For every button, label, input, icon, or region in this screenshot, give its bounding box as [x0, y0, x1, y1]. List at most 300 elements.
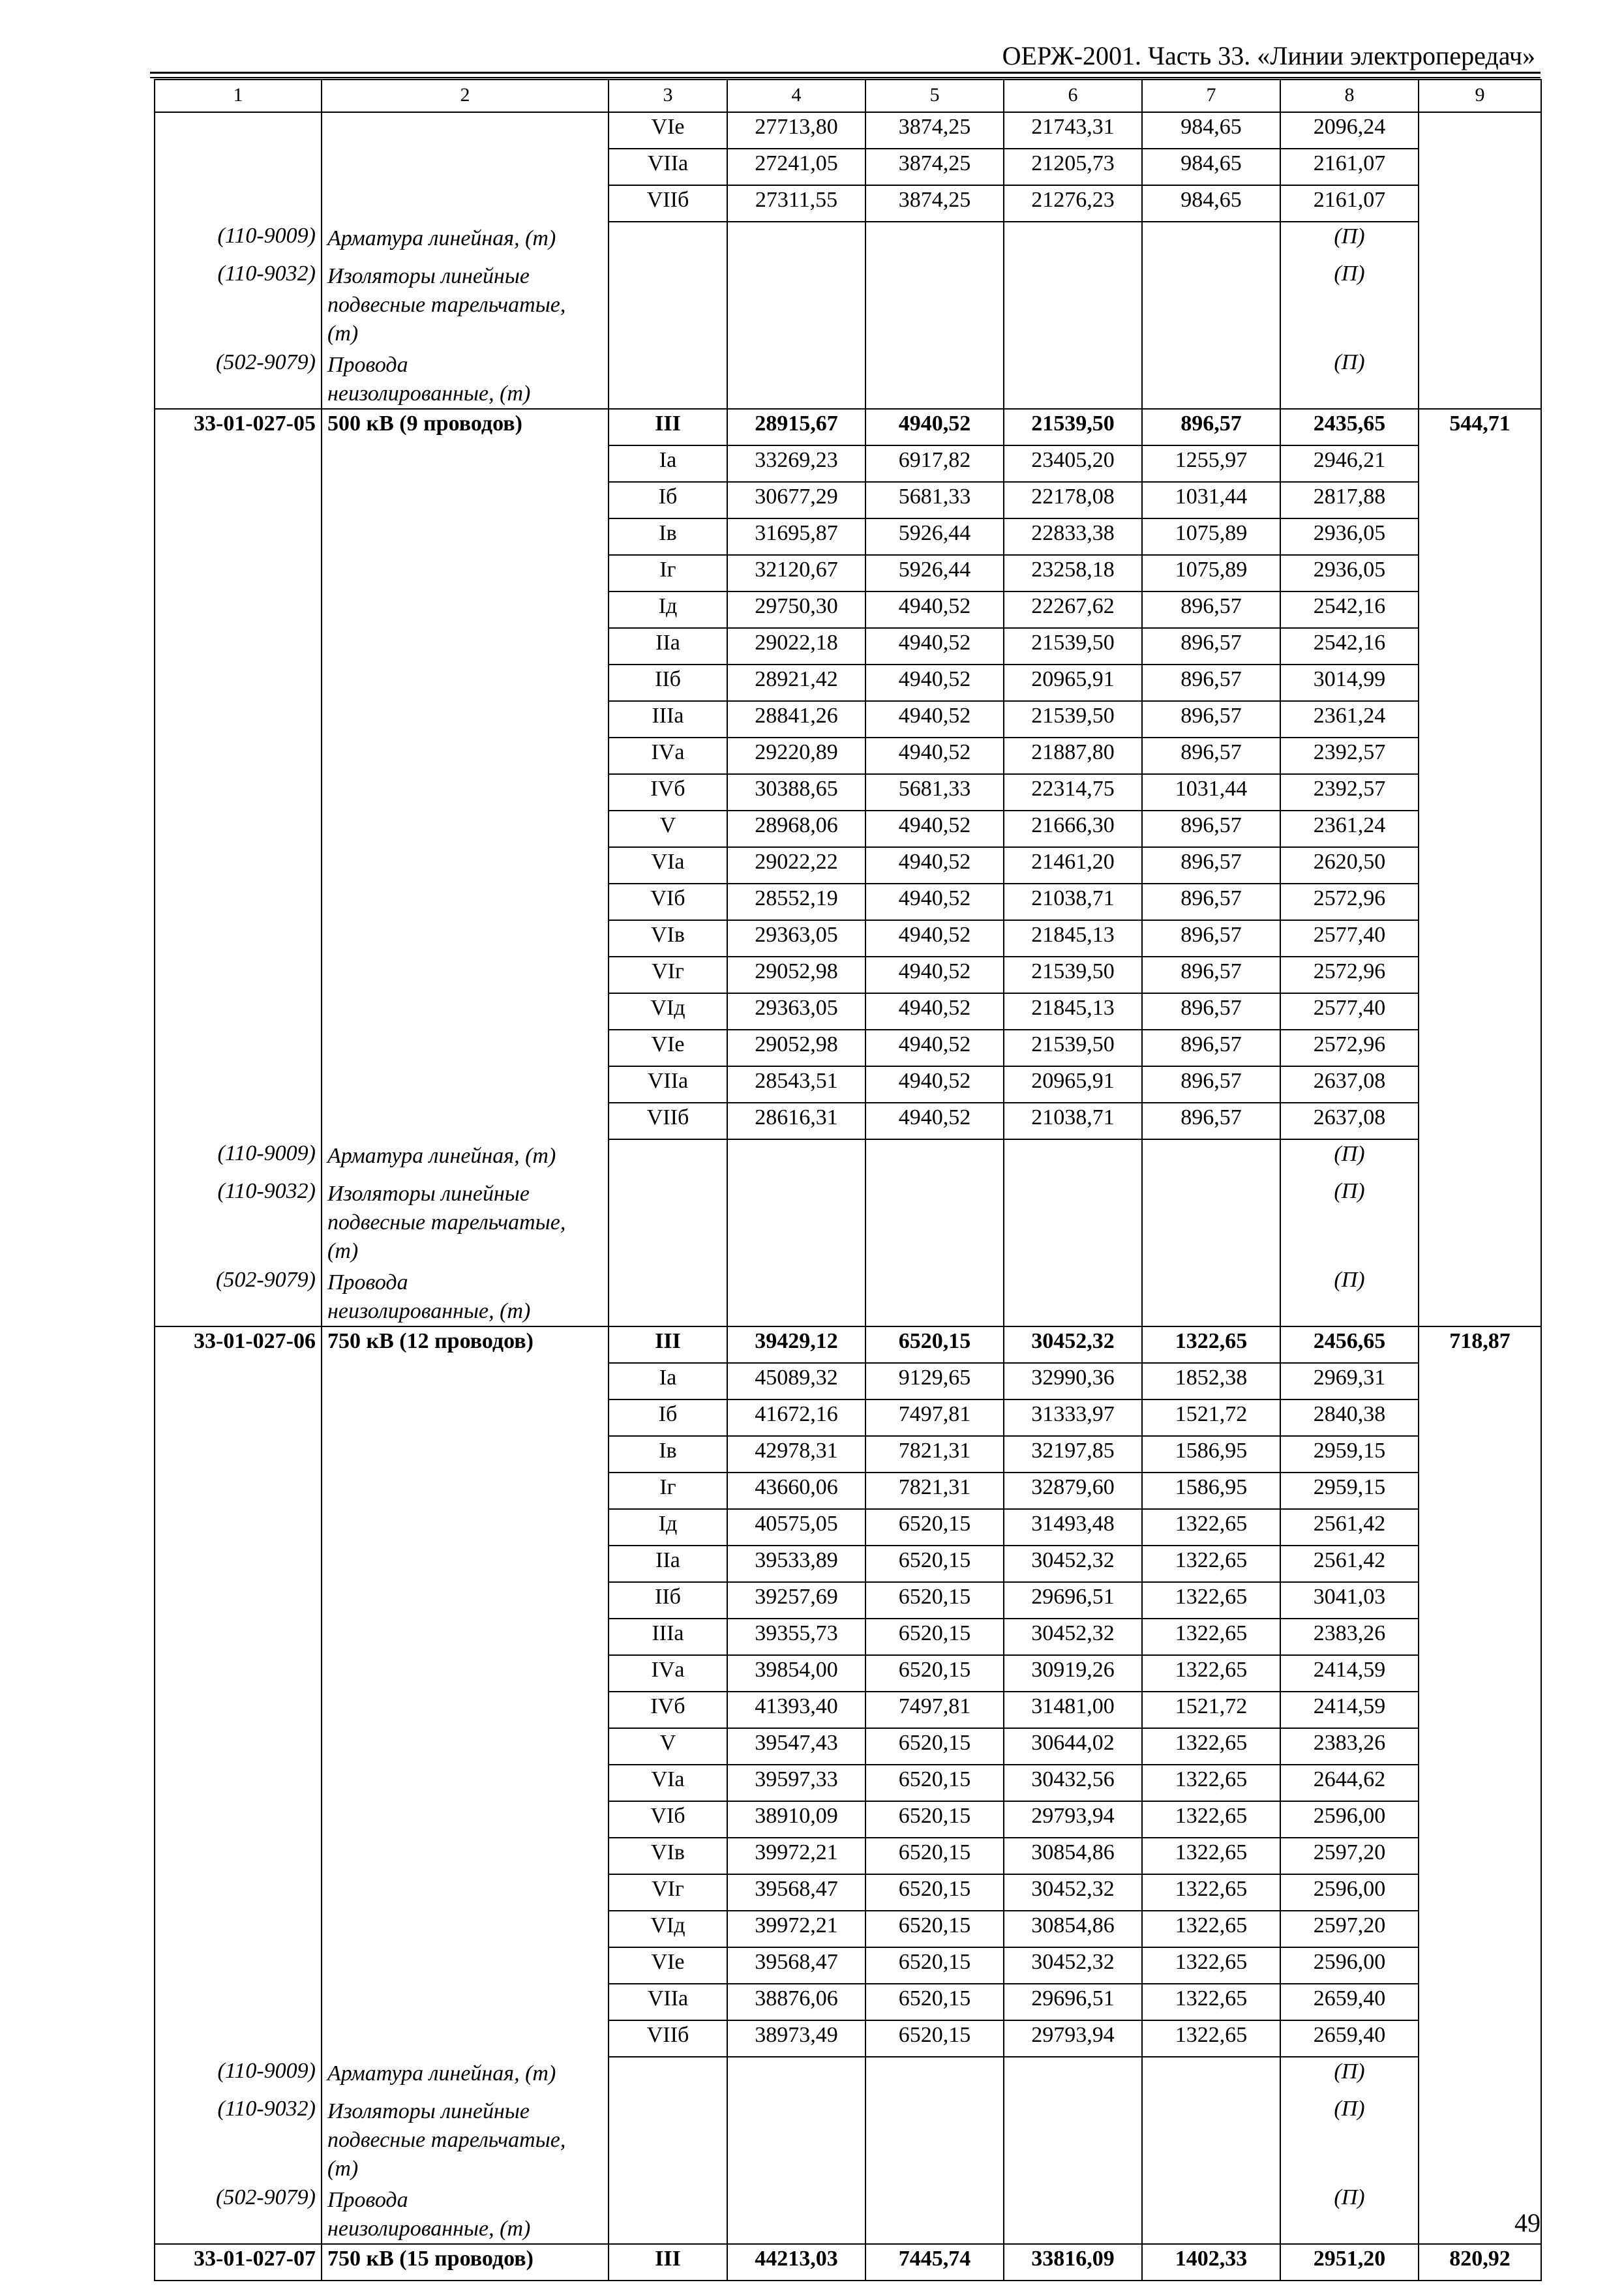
- page-number: 49: [1514, 2208, 1541, 2237]
- description-line: неизолированные, (т): [327, 382, 531, 406]
- code-cell: [155, 1947, 322, 1984]
- code-cell: (502-9079): [155, 1266, 322, 1326]
- labor-cell: [1419, 1363, 1541, 1399]
- description-cell: [322, 1139, 609, 1177]
- code-cell: [155, 1399, 322, 1436]
- total-cost-cell: 28968,06: [727, 811, 865, 847]
- machines-cell: 30854,86: [1004, 1911, 1142, 1947]
- machines-cell: 22267,62: [1004, 591, 1142, 628]
- zone-cell: VIIб: [609, 1103, 727, 1139]
- machinist-wages-cell: [1142, 1266, 1280, 1326]
- wages-cell: [865, 260, 1004, 348]
- table-row: [155, 482, 1541, 518]
- machinist-wages-cell: 896,57: [1142, 591, 1280, 628]
- resource-row: [155, 222, 1541, 260]
- machinist-wages-cell: [1142, 2183, 1280, 2244]
- machinist-wages-cell: 1322,65: [1142, 1655, 1280, 1692]
- wages-cell: [865, 2057, 1004, 2095]
- machines-cell: 21205,73: [1004, 149, 1142, 185]
- resource-row: [155, 1266, 1541, 1326]
- wages-cell: 5681,33: [865, 774, 1004, 811]
- zone-cell: [609, 1177, 727, 1266]
- table-row: [155, 1765, 1541, 1801]
- total-cost-cell: [727, 1266, 865, 1326]
- zone-cell: [609, 260, 727, 348]
- materials-cell: 2936,05: [1280, 555, 1419, 591]
- machinist-wages-cell: 896,57: [1142, 957, 1280, 993]
- materials-cell: 2414,59: [1280, 1692, 1419, 1728]
- labor-cell: [1419, 2057, 1541, 2095]
- table-row: [155, 2020, 1541, 2057]
- machines-cell: 21539,50: [1004, 1030, 1142, 1066]
- labor-cell: [1419, 482, 1541, 518]
- table-row: [155, 1546, 1541, 1582]
- labor-cell: [1419, 665, 1541, 701]
- description-cell: [322, 1765, 609, 1801]
- table-row: [155, 445, 1541, 482]
- table-row: [155, 847, 1541, 884]
- code-cell: [155, 1838, 322, 1874]
- description-cell: [322, 1066, 609, 1103]
- table-row: [155, 1066, 1541, 1103]
- wages-cell: 3874,25: [865, 185, 1004, 222]
- wages-cell: 6520,15: [865, 1801, 1004, 1838]
- table-row: [155, 1363, 1541, 1399]
- total-cost-cell: 28915,67: [727, 409, 865, 445]
- total-cost-cell: [727, 1177, 865, 1266]
- zone-cell: VIб: [609, 884, 727, 920]
- machinist-wages-cell: 1322,65: [1142, 1326, 1280, 1363]
- total-cost-cell: [727, 2057, 865, 2095]
- labor-cell: [1419, 1728, 1541, 1765]
- labor-cell: [1419, 1546, 1541, 1582]
- total-cost-cell: [727, 260, 865, 348]
- zone-cell: Iг: [609, 1473, 727, 1509]
- materials-cell: (П): [1280, 2057, 1419, 2095]
- materials-cell: 2542,16: [1280, 628, 1419, 665]
- code-cell: 33-01-027-05: [155, 409, 322, 445]
- labor-cell: [1419, 628, 1541, 665]
- code-cell: 33-01-027-06: [155, 1326, 322, 1363]
- machinist-wages-cell: 896,57: [1142, 409, 1280, 445]
- labor-cell: 820,92: [1419, 2244, 1541, 2281]
- zone-cell: IVа: [609, 1655, 727, 1692]
- machines-cell: 21845,13: [1004, 920, 1142, 957]
- machines-cell: [1004, 1266, 1142, 1326]
- description-cell: [322, 1655, 609, 1692]
- zone-cell: Iб: [609, 1399, 727, 1436]
- zone-cell: V: [609, 1728, 727, 1765]
- description-line: Арматура линейная, (т): [327, 1144, 556, 1168]
- machines-cell: 21539,50: [1004, 701, 1142, 738]
- resource-row: [155, 2095, 1541, 2183]
- description-cell: [322, 847, 609, 884]
- machinist-wages-cell: 1322,65: [1142, 1838, 1280, 1874]
- code-cell: [155, 884, 322, 920]
- description-cell: [322, 555, 609, 591]
- code-cell: [155, 1066, 322, 1103]
- machinist-wages-cell: 1322,65: [1142, 1509, 1280, 1546]
- machines-cell: 21743,31: [1004, 112, 1142, 149]
- description-cell: [322, 1619, 609, 1655]
- machinist-wages-cell: 1586,95: [1142, 1436, 1280, 1473]
- description-cell: [322, 149, 609, 185]
- zone-cell: IIа: [609, 628, 727, 665]
- table-row: [155, 1399, 1541, 1436]
- wages-cell: 4940,52: [865, 993, 1004, 1030]
- wages-cell: 5681,33: [865, 482, 1004, 518]
- description-cell: [322, 665, 609, 701]
- code-cell: [155, 1801, 322, 1838]
- machines-cell: 21887,80: [1004, 738, 1142, 774]
- wages-cell: 6520,15: [865, 1655, 1004, 1692]
- description-cell: [322, 518, 609, 555]
- materials-cell: 2414,59: [1280, 1655, 1419, 1692]
- machines-cell: 31481,00: [1004, 1692, 1142, 1728]
- zone-cell: VIIа: [609, 149, 727, 185]
- machinist-wages-cell: 896,57: [1142, 920, 1280, 957]
- wages-cell: 6520,15: [865, 1984, 1004, 2020]
- zone-cell: Iв: [609, 1436, 727, 1473]
- wages-cell: [865, 1177, 1004, 1266]
- total-cost-cell: 39568,47: [727, 1947, 865, 1984]
- materials-cell: 2959,15: [1280, 1436, 1419, 1473]
- zone-cell: VIв: [609, 1838, 727, 1874]
- description-cell: [322, 2183, 609, 2244]
- materials-cell: (П): [1280, 222, 1419, 260]
- wages-cell: 6520,15: [865, 1582, 1004, 1619]
- machinist-wages-cell: 1322,65: [1142, 1582, 1280, 1619]
- labor-cell: [1419, 112, 1541, 149]
- materials-cell: (П): [1280, 1177, 1419, 1266]
- description-cell: [322, 1546, 609, 1582]
- wages-cell: 4940,52: [865, 409, 1004, 445]
- description-cell: [322, 482, 609, 518]
- machines-cell: 32879,60: [1004, 1473, 1142, 1509]
- labor-cell: [1419, 1655, 1541, 1692]
- description-cell: [322, 1266, 609, 1326]
- labor-cell: [1419, 1765, 1541, 1801]
- wages-cell: 4940,52: [865, 957, 1004, 993]
- resource-row: [155, 2183, 1541, 2244]
- table-row: [155, 1103, 1541, 1139]
- zone-cell: VIд: [609, 1911, 727, 1947]
- machinist-wages-cell: [1142, 260, 1280, 348]
- table-row: [155, 1984, 1541, 2020]
- machines-cell: 30452,32: [1004, 1874, 1142, 1911]
- zone-cell: IIIа: [609, 1619, 727, 1655]
- code-cell: [155, 665, 322, 701]
- machinist-wages-cell: 1255,97: [1142, 445, 1280, 482]
- machinist-wages-cell: [1142, 1139, 1280, 1177]
- total-cost-cell: 41672,16: [727, 1399, 865, 1436]
- document-title: ОЕРЖ-2001. Часть 33. «Линии электропередач»: [1002, 41, 1535, 70]
- machines-cell: 21539,50: [1004, 628, 1142, 665]
- zone-cell: VIе: [609, 112, 727, 149]
- labor-cell: [1419, 738, 1541, 774]
- wages-cell: [865, 2095, 1004, 2183]
- machines-cell: 23258,18: [1004, 555, 1142, 591]
- table-row: [155, 112, 1541, 149]
- materials-cell: 2596,00: [1280, 1874, 1419, 1911]
- zone-cell: IVб: [609, 774, 727, 811]
- machinist-wages-cell: 1322,65: [1142, 1728, 1280, 1765]
- total-cost-cell: 39854,00: [727, 1655, 865, 1692]
- wages-cell: [865, 1266, 1004, 1326]
- materials-cell: 2392,57: [1280, 738, 1419, 774]
- wages-cell: 6520,15: [865, 1326, 1004, 1363]
- code-cell: [155, 1874, 322, 1911]
- description-cell: [322, 1801, 609, 1838]
- total-cost-cell: 27713,80: [727, 112, 865, 149]
- total-cost-cell: 43660,06: [727, 1473, 865, 1509]
- zone-cell: IVб: [609, 1692, 727, 1728]
- labor-cell: [1419, 445, 1541, 482]
- description-cell: [322, 920, 609, 957]
- code-cell: [155, 1436, 322, 1473]
- machines-cell: [1004, 348, 1142, 409]
- table-row: [155, 1030, 1541, 1066]
- code-cell: [155, 701, 322, 738]
- zone-cell: Iв: [609, 518, 727, 555]
- machinist-wages-cell: [1142, 2057, 1280, 2095]
- labor-cell: [1419, 1266, 1541, 1326]
- table-row: [155, 628, 1541, 665]
- wages-cell: [865, 2183, 1004, 2244]
- rate-header-row: [155, 409, 1541, 445]
- machinist-wages-cell: 1322,65: [1142, 1874, 1280, 1911]
- table-row: [155, 884, 1541, 920]
- total-cost-cell: 42978,31: [727, 1436, 865, 1473]
- labor-cell: [1419, 222, 1541, 260]
- machines-cell: 31333,97: [1004, 1399, 1142, 1436]
- wages-cell: 4940,52: [865, 1066, 1004, 1103]
- rate-header-row: [155, 1326, 1541, 1363]
- machines-cell: 29696,51: [1004, 1984, 1142, 2020]
- wages-cell: 6520,15: [865, 1728, 1004, 1765]
- code-cell: [155, 1363, 322, 1399]
- wages-cell: 9129,65: [865, 1363, 1004, 1399]
- machines-cell: 22833,38: [1004, 518, 1142, 555]
- machinist-wages-cell: 1075,89: [1142, 555, 1280, 591]
- total-cost-cell: 38973,49: [727, 2020, 865, 2057]
- machinist-wages-cell: 1322,65: [1142, 2020, 1280, 2057]
- wages-cell: 6520,15: [865, 1619, 1004, 1655]
- description-cell: [322, 1399, 609, 1436]
- machines-cell: [1004, 260, 1142, 348]
- machinist-wages-cell: 1521,72: [1142, 1692, 1280, 1728]
- machinist-wages-cell: 1322,65: [1142, 1619, 1280, 1655]
- table-row: [155, 1838, 1541, 1874]
- code-cell: (110-9009): [155, 2057, 322, 2095]
- labor-cell: [1419, 555, 1541, 591]
- description-line: Арматура линейная, (т): [327, 2061, 556, 2086]
- machines-cell: 22178,08: [1004, 482, 1142, 518]
- wages-cell: [865, 1139, 1004, 1177]
- description-cell: [322, 1030, 609, 1066]
- total-cost-cell: 30677,29: [727, 482, 865, 518]
- total-cost-cell: 41393,40: [727, 1692, 865, 1728]
- description-cell: [322, 2057, 609, 2095]
- total-cost-cell: 33269,23: [727, 445, 865, 482]
- wages-cell: 6520,15: [865, 1509, 1004, 1546]
- machinist-wages-cell: 896,57: [1142, 738, 1280, 774]
- code-cell: (110-9009): [155, 1139, 322, 1177]
- machines-cell: [1004, 1177, 1142, 1266]
- zone-cell: [609, 1266, 727, 1326]
- materials-cell: 2817,88: [1280, 482, 1419, 518]
- zone-cell: VIе: [609, 1947, 727, 1984]
- materials-cell: 2383,26: [1280, 1728, 1419, 1765]
- zone-cell: [609, 2095, 727, 2183]
- total-cost-cell: 39547,43: [727, 1728, 865, 1765]
- materials-cell: 2577,40: [1280, 993, 1419, 1030]
- resource-row: [155, 260, 1541, 348]
- labor-cell: [1419, 1947, 1541, 1984]
- total-cost-cell: 29022,18: [727, 628, 865, 665]
- table-row: [155, 1655, 1541, 1692]
- total-cost-cell: 28616,31: [727, 1103, 865, 1139]
- code-cell: [155, 1030, 322, 1066]
- code-cell: [155, 2020, 322, 2057]
- machines-cell: [1004, 2057, 1142, 2095]
- labor-cell: [1419, 701, 1541, 738]
- machines-cell: 20965,91: [1004, 1066, 1142, 1103]
- materials-cell: 2561,42: [1280, 1546, 1419, 1582]
- machinist-wages-cell: 896,57: [1142, 1103, 1280, 1139]
- machines-cell: 21539,50: [1004, 409, 1142, 445]
- machinist-wages-cell: 896,57: [1142, 628, 1280, 665]
- description-cell: [322, 1582, 609, 1619]
- machines-cell: [1004, 2095, 1142, 2183]
- total-cost-cell: 38876,06: [727, 1984, 865, 2020]
- table-body: [155, 80, 1541, 2281]
- total-cost-cell: 39533,89: [727, 1546, 865, 1582]
- machinist-wages-cell: 1322,65: [1142, 1911, 1280, 1947]
- total-cost-cell: 31695,87: [727, 518, 865, 555]
- machines-cell: 21539,50: [1004, 957, 1142, 993]
- zone-cell: [609, 2183, 727, 2244]
- code-cell: (110-9032): [155, 260, 322, 348]
- total-cost-cell: 45089,32: [727, 1363, 865, 1399]
- code-cell: (110-9009): [155, 222, 322, 260]
- code-cell: [155, 1103, 322, 1139]
- code-cell: [155, 1911, 322, 1947]
- materials-cell: 3014,99: [1280, 665, 1419, 701]
- machinist-wages-cell: 1322,65: [1142, 1801, 1280, 1838]
- labor-cell: [1419, 1692, 1541, 1728]
- materials-cell: 2659,40: [1280, 2020, 1419, 2057]
- description-cell: 750 кВ (12 проводов): [322, 1326, 609, 1363]
- machinist-wages-cell: 1402,33: [1142, 2244, 1280, 2281]
- materials-cell: (П): [1280, 1139, 1419, 1177]
- materials-cell: 2161,07: [1280, 149, 1419, 185]
- code-cell: [155, 149, 322, 185]
- machines-cell: 30452,32: [1004, 1947, 1142, 1984]
- description-cell: [322, 1728, 609, 1765]
- labor-cell: [1419, 811, 1541, 847]
- machines-cell: 30452,32: [1004, 1546, 1142, 1582]
- description-cell: [322, 1984, 609, 2020]
- table-row: [155, 1728, 1541, 1765]
- machinist-wages-cell: 1586,95: [1142, 1473, 1280, 1509]
- machines-cell: 23405,20: [1004, 445, 1142, 482]
- zone-cell: Iа: [609, 1363, 727, 1399]
- zone-cell: Iд: [609, 1509, 727, 1546]
- total-cost-cell: 29750,30: [727, 591, 865, 628]
- code-cell: 33-01-027-07: [155, 2244, 322, 2281]
- machines-cell: 21461,20: [1004, 847, 1142, 884]
- description-cell: 750 кВ (15 проводов): [322, 2244, 609, 2281]
- table-row: [155, 993, 1541, 1030]
- machinist-wages-cell: 896,57: [1142, 847, 1280, 884]
- wages-cell: 7497,81: [865, 1692, 1004, 1728]
- code-cell: [155, 628, 322, 665]
- materials-cell: 3041,03: [1280, 1582, 1419, 1619]
- description-line: Изоляторы линейные: [327, 2099, 530, 2123]
- code-cell: [155, 920, 322, 957]
- code-cell: [155, 993, 322, 1030]
- machines-cell: 21845,13: [1004, 993, 1142, 1030]
- zone-cell: Iа: [609, 445, 727, 482]
- wages-cell: 6520,15: [865, 1765, 1004, 1801]
- description-line: неизолированные, (т): [327, 1299, 531, 1323]
- column-number: 9: [1419, 80, 1541, 112]
- header-rule: [150, 72, 1541, 74]
- column-number: 4: [727, 80, 865, 112]
- wages-cell: 4940,52: [865, 701, 1004, 738]
- description-cell: [322, 1947, 609, 1984]
- code-cell: [155, 1619, 322, 1655]
- zone-cell: VIв: [609, 920, 727, 957]
- description-line: подвесные тарельчатые,: [327, 1210, 566, 1234]
- code-cell: [155, 811, 322, 847]
- materials-cell: 2620,50: [1280, 847, 1419, 884]
- description-cell: [322, 2020, 609, 2057]
- materials-cell: 2659,40: [1280, 1984, 1419, 2020]
- column-number: 2: [322, 80, 609, 112]
- zone-cell: VIIа: [609, 1066, 727, 1103]
- table-row: [155, 1692, 1541, 1728]
- machinist-wages-cell: 896,57: [1142, 993, 1280, 1030]
- wages-cell: 3874,25: [865, 112, 1004, 149]
- machines-cell: 30452,32: [1004, 1326, 1142, 1363]
- machines-cell: 30854,86: [1004, 1838, 1142, 1874]
- table-row: [155, 1874, 1541, 1911]
- table-row: [155, 701, 1541, 738]
- machinist-wages-cell: [1142, 1177, 1280, 1266]
- labor-cell: [1419, 1473, 1541, 1509]
- labor-cell: [1419, 847, 1541, 884]
- total-cost-cell: 29363,05: [727, 993, 865, 1030]
- total-cost-cell: 39972,21: [727, 1838, 865, 1874]
- description-cell: 500 кВ (9 проводов): [322, 409, 609, 445]
- labor-cell: [1419, 591, 1541, 628]
- labor-cell: [1419, 884, 1541, 920]
- materials-cell: (П): [1280, 348, 1419, 409]
- code-cell: [155, 518, 322, 555]
- labor-cell: 718,87: [1419, 1326, 1541, 1363]
- wages-cell: 4940,52: [865, 628, 1004, 665]
- header-rule-double: [150, 77, 1541, 78]
- zone-cell: [609, 1139, 727, 1177]
- description-cell: [322, 2095, 609, 2183]
- total-cost-cell: 39568,47: [727, 1874, 865, 1911]
- description-line: Провода: [327, 1270, 408, 1294]
- column-number: 1: [155, 80, 322, 112]
- total-cost-cell: 29052,98: [727, 1030, 865, 1066]
- materials-cell: 2644,62: [1280, 1765, 1419, 1801]
